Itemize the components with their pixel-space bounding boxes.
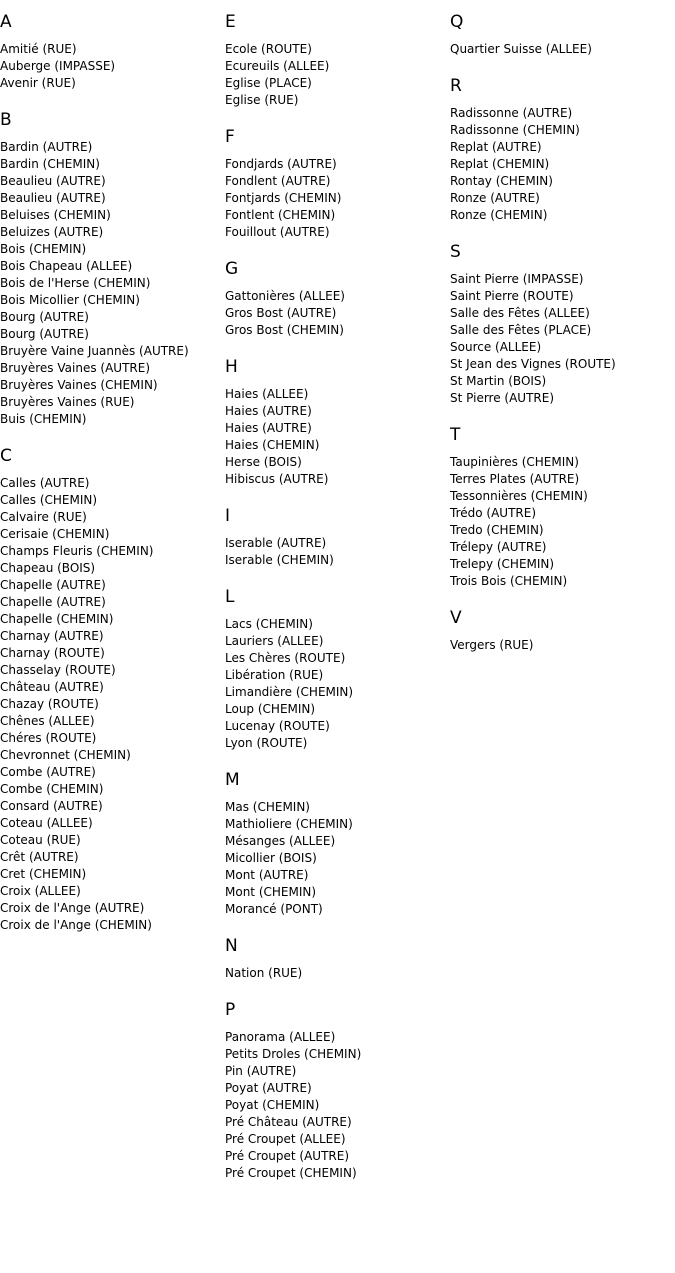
street-list-item [0, 475, 222, 492]
street-link[interactable]: Poyat (AUTRE) [225, 1081, 312, 1095]
street-link[interactable]: Hibiscus (AUTRE) [225, 472, 329, 486]
street-list-item [450, 539, 672, 556]
street-link[interactable]: Bruyères Vaines (AUTRE) [0, 361, 150, 375]
index-column-2 [225, 11, 447, 1199]
street-list-item [450, 305, 672, 322]
street-link[interactable]: Taupinières (CHEMIN) [450, 455, 579, 469]
street-list-item [0, 594, 222, 611]
street-list [450, 41, 672, 58]
street-list-item [450, 207, 672, 224]
street-link[interactable]: Cret (CHEMIN) [0, 867, 87, 881]
street-list-item [225, 535, 447, 552]
street-link[interactable]: Chevronnet (CHEMIN) [0, 748, 131, 762]
street-link[interactable]: Saint Pierre (IMPASSE) [450, 272, 584, 286]
street-link[interactable]: Fontjards (CHEMIN) [225, 191, 342, 205]
street-list-item [450, 637, 672, 654]
street-link[interactable]: St Jean des Vignes (ROUTE) [450, 357, 616, 371]
letter-section-h [225, 356, 447, 488]
street-list-item [0, 41, 222, 58]
street-list-item [225, 207, 447, 224]
street-link[interactable]: Pré Croupet (CHEMIN) [225, 1166, 357, 1180]
street-list-item [450, 556, 672, 573]
street-list-item [450, 573, 672, 590]
street-link[interactable]: Buis (CHEMIN) [0, 412, 87, 426]
street-link[interactable]: Avenir (RUE) [0, 76, 76, 90]
street-link[interactable]: Bois Chapeau (ALLEE) [0, 259, 133, 273]
letter-heading: G [225, 259, 239, 279]
street-list-item [0, 917, 222, 934]
street-list [450, 454, 672, 590]
street-list-item [0, 156, 222, 173]
street-link[interactable]: Iserable (CHEMIN) [225, 553, 334, 567]
street-list-item [450, 288, 672, 305]
street-link[interactable]: Chapelle (AUTRE) [0, 595, 106, 609]
street-list [225, 288, 447, 339]
street-link[interactable]: Consard (AUTRE) [0, 799, 103, 813]
street-list-item [0, 58, 222, 75]
street-link[interactable]: Cerisaie (CHEMIN) [0, 527, 110, 541]
letter-heading: B [0, 110, 12, 130]
street-link[interactable]: Trédo (AUTRE) [450, 506, 536, 520]
letter-section-v [450, 607, 672, 654]
letter-section-t [450, 424, 672, 590]
street-list [450, 105, 672, 224]
street-link[interactable]: Bruyères Vaines (RUE) [0, 395, 135, 409]
street-list-item [0, 747, 222, 764]
street-list-item [0, 628, 222, 645]
street-list-item [0, 326, 222, 343]
street-link[interactable]: Loup (CHEMIN) [225, 702, 316, 716]
street-link[interactable]: Terres Plates (AUTRE) [450, 472, 580, 486]
street-link[interactable]: Mésanges (ALLEE) [225, 834, 336, 848]
street-list-item [0, 292, 222, 309]
street-list-item [225, 616, 447, 633]
letter-section-l [225, 586, 447, 752]
street-list-item [225, 901, 447, 918]
letter-heading: T [450, 425, 461, 445]
letter-section-i [225, 505, 447, 569]
street-link[interactable]: Gros Bost (AUTRE) [225, 306, 337, 320]
street-link[interactable]: Haies (CHEMIN) [225, 438, 320, 452]
street-list-item [225, 1029, 447, 1046]
street-link[interactable]: Mont (AUTRE) [225, 868, 309, 882]
street-list-item [0, 679, 222, 696]
street-list-item [225, 650, 447, 667]
street-list-item [0, 815, 222, 832]
street-link[interactable]: Herse (BOIS) [225, 455, 302, 469]
street-link[interactable]: Radissonne (CHEMIN) [450, 123, 580, 137]
street-link[interactable]: Panorama (ALLEE) [225, 1030, 336, 1044]
street-link[interactable]: Lyon (ROUTE) [225, 736, 308, 750]
street-list-item [225, 288, 447, 305]
street-list-item [225, 735, 447, 752]
street-link[interactable]: Combe (CHEMIN) [0, 782, 104, 796]
street-link[interactable]: Croix (ALLEE) [0, 884, 81, 898]
street-list-item [0, 241, 222, 258]
street-list-item [225, 75, 447, 92]
street-link[interactable]: Replat (CHEMIN) [450, 157, 550, 171]
street-list-item [225, 701, 447, 718]
street-link[interactable]: Mathioliere (CHEMIN) [225, 817, 353, 831]
street-list-item [225, 799, 447, 816]
street-link[interactable]: Bourg (AUTRE) [0, 310, 89, 324]
letter-section-g [225, 258, 447, 339]
street-list-item [450, 190, 672, 207]
street-link[interactable]: Tredo (CHEMIN) [450, 523, 544, 537]
street-link[interactable]: Beaulieu (AUTRE) [0, 191, 106, 205]
street-list-item [450, 488, 672, 505]
letter-heading: L [225, 587, 235, 607]
street-list-item [0, 696, 222, 713]
street-list-item [225, 454, 447, 471]
street-list-item [0, 258, 222, 275]
street-link[interactable]: Chasselay (ROUTE) [0, 663, 116, 677]
street-list-item [450, 156, 672, 173]
street-link[interactable]: Chapeau (BOIS) [0, 561, 96, 575]
street-list-item [225, 552, 447, 569]
street-list [225, 386, 447, 488]
street-link[interactable]: Trélepy (AUTRE) [450, 540, 547, 554]
street-link[interactable]: Pin (AUTRE) [225, 1064, 297, 1078]
street-link[interactable]: Amitié (RUE) [0, 42, 77, 56]
street-link[interactable]: Quartier Suisse (ALLEE) [450, 42, 592, 56]
street-list-item [0, 309, 222, 326]
index-column-3 [450, 11, 672, 671]
letter-section-q [450, 11, 672, 58]
street-link[interactable]: Calvaire (RUE) [0, 510, 87, 524]
street-link[interactable]: Chapelle (CHEMIN) [0, 612, 114, 626]
street-list-item [225, 667, 447, 684]
street-list-item [225, 420, 447, 437]
street-link[interactable]: Bois Micollier (CHEMIN) [0, 293, 140, 307]
street-list-item [225, 718, 447, 735]
street-list-item [0, 492, 222, 509]
letter-heading: A [0, 12, 12, 32]
street-list-item [0, 730, 222, 747]
street-link[interactable]: Bois de l'Herse (CHEMIN) [0, 276, 151, 290]
street-list-item [225, 1080, 447, 1097]
street-link[interactable]: Libération (RUE) [225, 668, 324, 682]
street-link[interactable]: Poyat (CHEMIN) [225, 1098, 320, 1112]
letter-section-e [225, 11, 447, 109]
letter-heading: H [225, 357, 238, 377]
street-link[interactable]: Eglise (PLACE) [225, 76, 312, 90]
street-link[interactable]: Croix de l'Ange (CHEMIN) [0, 918, 152, 932]
street-list-item [225, 403, 447, 420]
street-link[interactable]: Coteau (ALLEE) [0, 816, 93, 830]
street-list-item [225, 471, 447, 488]
street-link[interactable]: Ecureuils (ALLEE) [225, 59, 330, 73]
street-link[interactable]: Fouillout (AUTRE) [225, 225, 330, 239]
street-link[interactable]: Les Chères (ROUTE) [225, 651, 346, 665]
street-list-item [450, 41, 672, 58]
street-link[interactable]: Micollier (BOIS) [225, 851, 317, 865]
street-link[interactable]: Fontlent (CHEMIN) [225, 208, 336, 222]
street-list-item [0, 224, 222, 241]
letter-heading: E [225, 12, 236, 32]
street-list-item [450, 522, 672, 539]
street-list [450, 637, 672, 654]
street-link[interactable]: Ronze (CHEMIN) [450, 208, 548, 222]
street-link[interactable]: Crêt (AUTRE) [0, 850, 79, 864]
street-list-item [225, 322, 447, 339]
street-list-item [0, 781, 222, 798]
street-list [225, 535, 447, 569]
street-link[interactable]: Tessonnières (CHEMIN) [450, 489, 588, 503]
street-list-item [225, 965, 447, 982]
street-link[interactable]: Lauriers (ALLEE) [225, 634, 324, 648]
street-list-item [0, 207, 222, 224]
street-list [225, 1029, 447, 1182]
street-link[interactable]: Gros Bost (CHEMIN) [225, 323, 344, 337]
street-link[interactable]: Lacs (CHEMIN) [225, 617, 313, 631]
street-list [0, 139, 222, 428]
letter-heading: V [450, 608, 462, 628]
street-list-item [225, 224, 447, 241]
street-list-item [225, 190, 447, 207]
street-link[interactable]: Chazay (ROUTE) [0, 697, 99, 711]
street-list-item [0, 139, 222, 156]
letter-heading: F [225, 127, 235, 147]
street-list-item [0, 577, 222, 594]
street-list [450, 271, 672, 407]
street-list-item [225, 92, 447, 109]
street-list-item [450, 505, 672, 522]
street-list-item [225, 1165, 447, 1182]
street-link[interactable]: Bois (CHEMIN) [0, 242, 87, 256]
street-list-item [225, 1097, 447, 1114]
street-list-item [0, 713, 222, 730]
street-list-item [450, 356, 672, 373]
street-list-item [0, 883, 222, 900]
street-list-item [450, 339, 672, 356]
letter-heading: P [225, 1000, 236, 1020]
street-link[interactable]: Charnay (AUTRE) [0, 629, 104, 643]
street-list-item [225, 867, 447, 884]
street-list-item [0, 645, 222, 662]
street-link[interactable]: Mas (CHEMIN) [225, 800, 310, 814]
street-link[interactable]: Mont (CHEMIN) [225, 885, 317, 899]
street-list-item [0, 543, 222, 560]
street-list-item [225, 1114, 447, 1131]
street-link[interactable]: Trelepy (CHEMIN) [450, 557, 555, 571]
letter-heading: C [0, 446, 12, 466]
street-link[interactable]: Radissonne (AUTRE) [450, 106, 573, 120]
street-link[interactable]: Bruyère Vaine Juannès (AUTRE) [0, 344, 189, 358]
street-list-item [0, 394, 222, 411]
street-link[interactable]: Charnay (ROUTE) [0, 646, 105, 660]
letter-section-m [225, 769, 447, 918]
street-list [0, 41, 222, 92]
street-link[interactable]: Auberge (IMPASSE) [0, 59, 116, 73]
street-link[interactable]: Champs Fleuris (CHEMIN) [0, 544, 154, 558]
letter-heading: N [225, 936, 238, 956]
street-link[interactable]: Beluises (CHEMIN) [0, 208, 111, 222]
street-list-item [450, 471, 672, 488]
street-list-item [225, 1046, 447, 1063]
street-link[interactable]: Eglise (RUE) [225, 93, 299, 107]
street-link[interactable]: Calles (CHEMIN) [0, 493, 98, 507]
street-list-item [0, 560, 222, 577]
street-list-item [450, 322, 672, 339]
street-list-item [450, 390, 672, 407]
street-list-item [225, 884, 447, 901]
street-link[interactable]: Coteau (RUE) [0, 833, 81, 847]
street-link[interactable]: Saint Pierre (ROUTE) [450, 289, 574, 303]
letter-section-c [0, 445, 222, 934]
street-link[interactable]: Trois Bois (CHEMIN) [450, 574, 568, 588]
street-list-item [225, 173, 447, 190]
street-link[interactable]: Limandière (CHEMIN) [225, 685, 354, 699]
street-link[interactable]: Nation (RUE) [225, 966, 303, 980]
street-list-item [0, 343, 222, 360]
street-link[interactable]: Source (ALLEE) [450, 340, 542, 354]
street-list-item [0, 75, 222, 92]
street-list [225, 799, 447, 918]
street-list-item [450, 173, 672, 190]
letter-section-a [0, 11, 222, 92]
street-list-item [0, 849, 222, 866]
letter-heading: M [225, 770, 240, 790]
street-list [225, 156, 447, 241]
street-link[interactable]: Calles (AUTRE) [0, 476, 90, 490]
street-list-item [225, 437, 447, 454]
street-link[interactable]: Petits Droles (CHEMIN) [225, 1047, 362, 1061]
street-list-item [225, 1131, 447, 1148]
letter-heading: Q [450, 12, 464, 32]
street-list-item [225, 633, 447, 650]
street-list-item [450, 271, 672, 288]
street-list-item [0, 764, 222, 781]
street-list-item [225, 816, 447, 833]
street-list [225, 41, 447, 109]
street-link[interactable]: Fondlent (AUTRE) [225, 174, 331, 188]
street-link[interactable]: Rontay (CHEMIN) [450, 174, 553, 188]
street-list-item [0, 832, 222, 849]
letter-heading: S [450, 242, 461, 262]
street-list-item [0, 526, 222, 543]
street-list-item [450, 122, 672, 139]
street-list-item [0, 173, 222, 190]
street-link[interactable]: Gattonières (ALLEE) [225, 289, 345, 303]
street-list-item [0, 798, 222, 815]
street-list-item [225, 41, 447, 58]
letter-heading: R [450, 76, 462, 96]
index-column-1 [0, 11, 222, 951]
letter-section-r [450, 75, 672, 224]
letter-section-f [225, 126, 447, 241]
street-list-item [0, 275, 222, 292]
street-link[interactable]: Morancé (PONT) [225, 902, 323, 916]
street-link[interactable]: Bardin (CHEMIN) [0, 157, 100, 171]
street-link[interactable]: Vergers (RUE) [450, 638, 534, 652]
street-list [225, 616, 447, 752]
street-link[interactable]: Croix de l'Ange (AUTRE) [0, 901, 145, 915]
street-link[interactable]: Pré Croupet (AUTRE) [225, 1149, 350, 1163]
street-link[interactable]: Pré Château (AUTRE) [225, 1115, 352, 1129]
street-list-item [0, 611, 222, 628]
street-list-item [0, 190, 222, 207]
street-list-item [225, 58, 447, 75]
street-list-item [225, 850, 447, 867]
street-link[interactable]: Haies (AUTRE) [225, 404, 312, 418]
street-link[interactable]: Ecole (ROUTE) [225, 42, 312, 56]
street-list [0, 475, 222, 934]
letter-section-s [450, 241, 672, 407]
street-link[interactable]: Haies (AUTRE) [225, 421, 312, 435]
street-list-item [225, 684, 447, 701]
street-list-item [225, 1063, 447, 1080]
street-list [225, 965, 447, 982]
street-link[interactable]: Salle des Fêtes (ALLEE) [450, 306, 590, 320]
street-list-item [0, 866, 222, 883]
street-link[interactable]: Replat (AUTRE) [450, 140, 542, 154]
street-link[interactable]: Chéres (ROUTE) [0, 731, 97, 745]
street-link[interactable]: St Pierre (AUTRE) [450, 391, 555, 405]
street-list-item [450, 454, 672, 471]
street-list-item [450, 139, 672, 156]
street-list-item [0, 411, 222, 428]
letter-section-b [0, 109, 222, 428]
street-list-item [0, 900, 222, 917]
letter-section-n [225, 935, 447, 982]
street-list-item [0, 509, 222, 526]
street-link[interactable]: Iserable (AUTRE) [225, 536, 327, 550]
street-list-item [225, 1148, 447, 1165]
street-link[interactable]: Chênes (ALLEE) [0, 714, 95, 728]
street-list-item [225, 156, 447, 173]
street-list-item [225, 386, 447, 403]
street-link[interactable]: Bruyères Vaines (CHEMIN) [0, 378, 158, 392]
street-link[interactable]: Bourg (AUTRE) [0, 327, 89, 341]
street-link[interactable]: Haies (ALLEE) [225, 387, 309, 401]
street-link[interactable]: Chapelle (AUTRE) [0, 578, 106, 592]
street-list-item [0, 662, 222, 679]
street-link[interactable]: Pré Croupet (ALLEE) [225, 1132, 346, 1146]
street-link[interactable]: Beaulieu (AUTRE) [0, 174, 106, 188]
street-list-item [225, 833, 447, 850]
street-link[interactable]: Ronze (AUTRE) [450, 191, 540, 205]
street-link[interactable]: Château (AUTRE) [0, 680, 104, 694]
street-link[interactable]: Combe (AUTRE) [0, 765, 96, 779]
street-link[interactable]: Salle des Fêtes (PLACE) [450, 323, 592, 337]
street-list-item [225, 305, 447, 322]
street-list-item [450, 373, 672, 390]
street-link[interactable]: Fondjards (AUTRE) [225, 157, 337, 171]
street-list-item [0, 360, 222, 377]
street-list-item [450, 105, 672, 122]
street-link[interactable]: Beluizes (AUTRE) [0, 225, 104, 239]
street-link[interactable]: Bardin (AUTRE) [0, 140, 93, 154]
street-link[interactable]: St Martin (BOIS) [450, 374, 547, 388]
letter-heading: I [225, 506, 231, 526]
street-link[interactable]: Lucenay (ROUTE) [225, 719, 330, 733]
letter-section-p [225, 999, 447, 1182]
street-list-item [0, 377, 222, 394]
